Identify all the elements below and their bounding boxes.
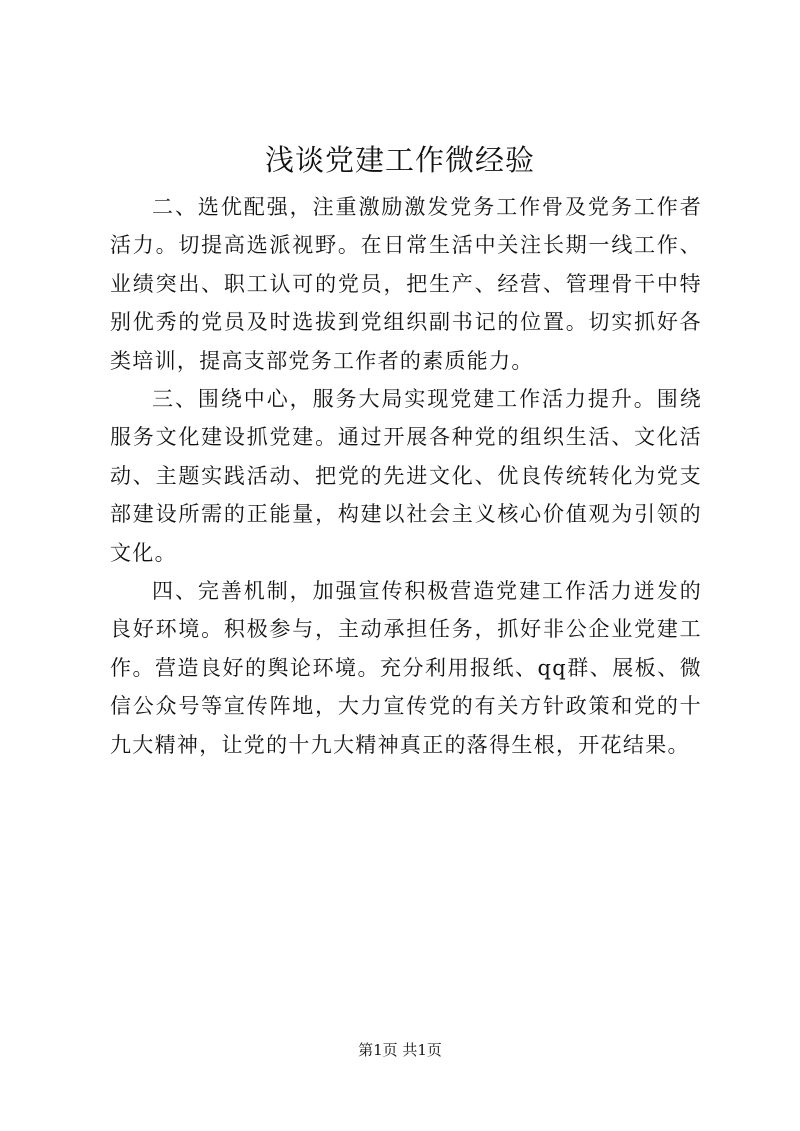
document-body xyxy=(110,188,702,764)
page-footer: 第1页 共1页 xyxy=(358,1041,442,1059)
paragraph-selection: 二、选优配强，注重激励激发党务工作骨及党务工作者活力。切提高选派视野。在日常生活中关注长期一线工作、业绩突出、职工认可的党员，把生产、经营、管理骨干中特别优秀的党员及时选拔到党组织副书记的位置。切实抓好各类培训，提高支部党务工作者的素质能力。 xyxy=(110,195,702,373)
document-title: 浅谈党建工作微经验 xyxy=(264,143,535,177)
paragraph-focus-center: 三、围绕中心，服务大局实现党建工作活力提升。围绕服务文化建设抓党建。通过开展各种党的组织生活、文化活动、主题实践活动、把党的先进文化、优良传统转化为党支部建设所需的正能量，构建以社会主义核心价值观为引领的文化。 xyxy=(110,387,702,565)
paragraph-improve-mechanism: 四、完善机制，加强宣传积极营造党建工作活力迸发的良好环境。积极参与，主动承担任务，抓好非公企业党建工作。营造良好的舆论环境。充分利用报纸、qq群、展板、微信公众号等宣传阵地，大力宣传党的有关方针政策和党的十九大精神，让党的十九大精神真正的落得生根，开花结果。 xyxy=(110,579,702,757)
